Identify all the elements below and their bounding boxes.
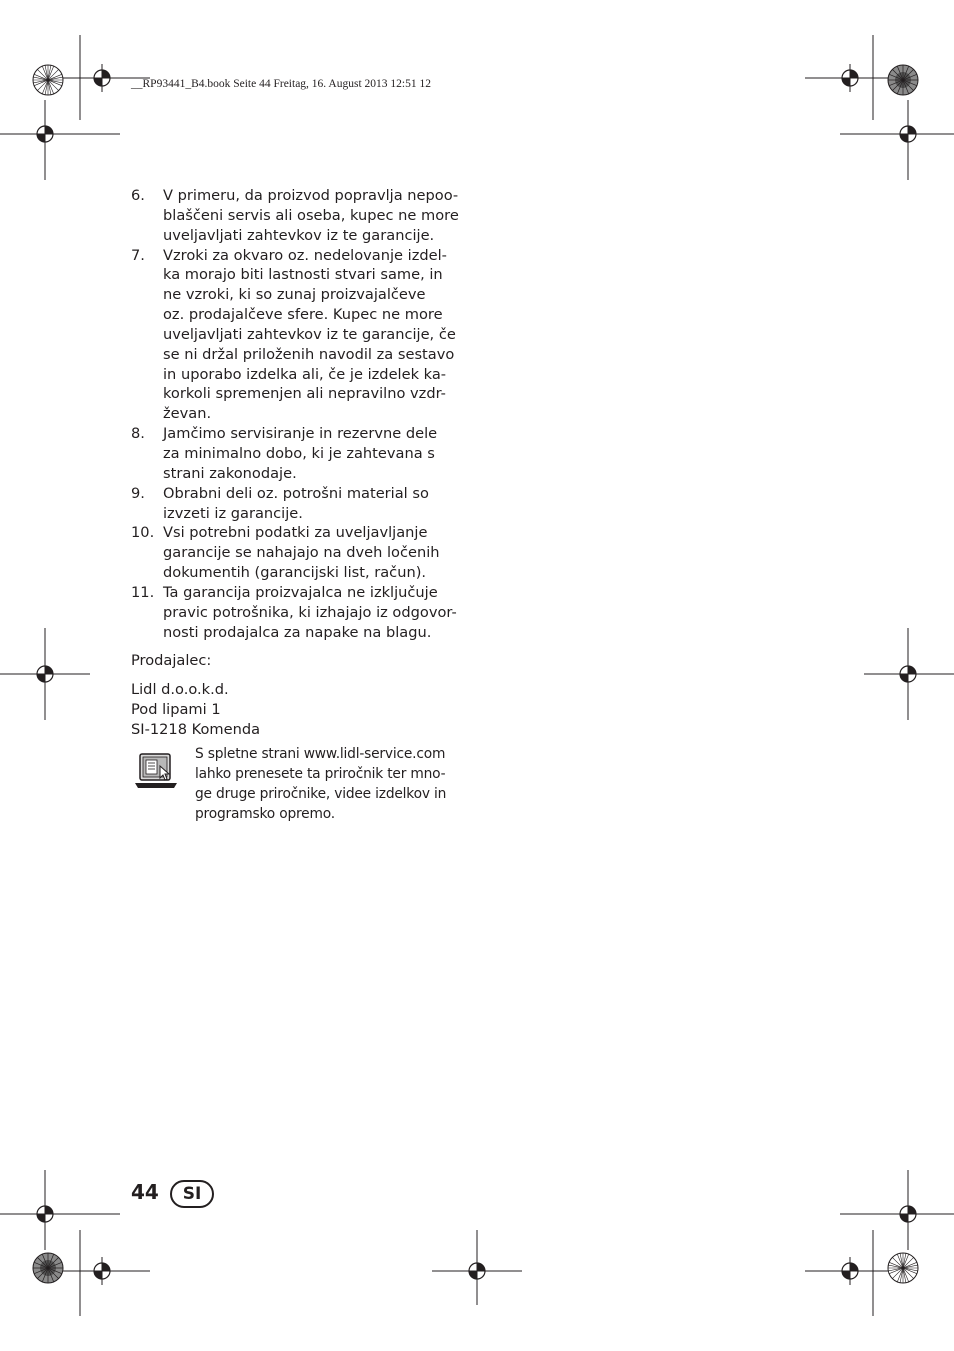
item-text-line: Vzroki za okvaro oz. nedelovanje izdel- [163, 246, 447, 264]
warranty-conditions [131, 186, 461, 740]
item-text-line: in uporabo izdelka ali, če je izdelek ka- [163, 365, 447, 383]
warranty-list [131, 186, 461, 642]
address-line: SI-1218 Komenda [131, 720, 261, 738]
item-text-line: korkoli spremenjen ali nepravilno vzdr- [163, 385, 446, 403]
download-note-text [195, 745, 446, 824]
item-text [163, 246, 461, 425]
item-text-line: strani zakonodaje. [163, 464, 297, 482]
item-text-line: garancije se nahajajo na dveh ločenih [163, 544, 440, 562]
item-number: 6. [131, 187, 145, 204]
download-note-line: ge druge priročnike, videe izdelkov in [195, 785, 447, 802]
item-text-line: ka morajo biti lastnosti stvari same, in [163, 266, 443, 284]
item-number: 7. [131, 246, 145, 264]
item-text-line: dokumentih (garancijski list, račun). [163, 564, 427, 582]
item-text [163, 583, 461, 643]
item-text-line: Jamčimo servisiranje in rezervne dele [163, 425, 438, 443]
download-note-line: programsko opremo. [195, 805, 335, 822]
item-number: 8. [131, 425, 145, 443]
warranty-item [131, 484, 461, 524]
seller-address [131, 680, 461, 740]
item-text-line: uveljavljati zahtevkov iz te garancije. [163, 226, 435, 244]
download-note-line: S spletne strani www.lidl-service.com [195, 746, 446, 762]
item-text-line: za minimalno dobo, ki je zahtevana s [163, 444, 435, 462]
warranty-item [131, 523, 461, 583]
item-text-line: izvzeti iz garancije. [163, 504, 303, 522]
item-text-line: oz. prodajalčeve sfere. Kupec ne more [163, 306, 443, 324]
item-text-line: blaščeni servis ali oseba, kupec ne more [163, 206, 459, 224]
item-text [163, 186, 461, 246]
item-text [163, 484, 461, 524]
item-text-line: uveljavljati zahtevkov iz te garancije, če [163, 325, 456, 343]
item-number: 9. [131, 484, 145, 502]
item-text-line: Obrabni deli oz. potrošni material so [163, 484, 429, 502]
print-file-info: __RP93441_B4.book Seite 44 Freitag, 16. August 2013 12:51 12 [131, 78, 431, 90]
seller-label: Prodajalec: [131, 652, 212, 670]
manual-download-icon [134, 752, 178, 792]
item-text-line: Vsi potrebni podatki za uveljavljanje [163, 524, 428, 542]
warranty-item [131, 186, 461, 246]
item-text-line: ževan. [163, 405, 212, 423]
warranty-item [131, 246, 461, 425]
warranty-item [131, 424, 461, 484]
item-text-line: V primeru, da proizvod popravlja nepoo- [163, 187, 459, 204]
item-text-line: ne vzroki, ki so zunaj proizvajalčeve [163, 286, 426, 304]
address-line: Lidl d.o.o.k.d. [131, 681, 229, 699]
item-text [163, 523, 461, 583]
item-number: 10. [131, 524, 155, 542]
item-text-line: pravic potrošnika, ki izhajajo iz odgovor- [163, 603, 457, 621]
page-number: 44 [131, 1180, 159, 1204]
address-line: Pod lipami 1 [131, 701, 221, 719]
item-text [163, 424, 461, 484]
item-number: 11. [131, 583, 155, 601]
item-text-line: Ta garancija proizvajalca ne izključuje [163, 583, 438, 601]
language-badge: SI [170, 1180, 214, 1208]
item-text-line: nosti prodajalca za napake na blagu. [163, 623, 432, 641]
download-note-line: lahko prenesete ta priročnik ter mno- [195, 765, 446, 782]
item-text-line: se ni držal priloženih navodil za sestavo [163, 345, 455, 363]
warranty-item [131, 583, 461, 643]
